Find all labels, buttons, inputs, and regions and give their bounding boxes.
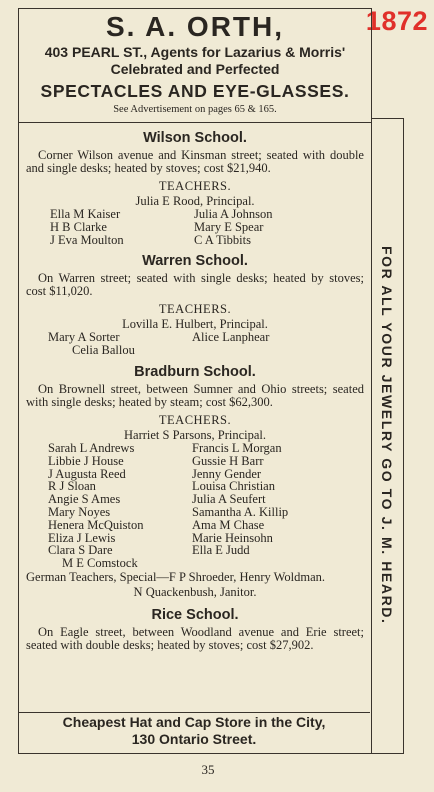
teacher-name: Ama M Chase (192, 517, 265, 532)
teachers-heading: TEACHERS. (158, 412, 232, 427)
teachers-heading: TEACHERS. (158, 179, 232, 193)
teacher-name: Ella E Judd (192, 543, 250, 558)
school-entry (26, 252, 364, 357)
teacher-name: Mary E Spear (194, 219, 264, 234)
teacher-name: Celia Ballou (72, 343, 135, 358)
school-description: On Eagle street, between Woodland avenue and Erie street; seated with double desks; heated by stoves; cost $27,902. (26, 624, 364, 652)
ad-tagline: Celebrated and Perfected (110, 61, 280, 77)
footer-ad (18, 714, 370, 748)
teacher-name: Julia A Johnson (194, 207, 273, 221)
school-title: Warren School. (142, 253, 248, 270)
main-column (26, 10, 364, 652)
teacher-name: Marie Heinsohn (192, 530, 273, 545)
school-description: On Warren street; seated with single desks; heated by stoves; cost $11,020. (26, 271, 364, 299)
year-badge: 1872 (365, 6, 428, 36)
divider (18, 122, 372, 123)
school-entry (26, 606, 364, 652)
teacher-name (192, 344, 362, 357)
teacher-name: Mary A Sorter (48, 330, 120, 345)
teacher-list (50, 208, 364, 246)
school-title: Rice School. (151, 606, 239, 623)
footer-ad-address: 130 Ontario Street. (131, 731, 257, 747)
teacher-name: J Augusta Reed (48, 466, 126, 481)
teachers-heading: TEACHERS. (158, 302, 232, 317)
side-ad (371, 118, 403, 752)
ad-address-line: 403 PEARL ST., Agents for Lazarius & Morris' (44, 44, 346, 60)
teacher-name: H B Clarke (50, 219, 107, 234)
teacher-name: Jenny Gender (192, 466, 262, 481)
teacher-name: Samantha A. Killip (192, 504, 289, 519)
school-description: On Brownell street, between Sumner and Ohio streets; seated with single desks; heated by steam; cost $62,300. (26, 381, 364, 409)
teacher-name: J Eva Moulton (50, 232, 124, 247)
teacher-name: C A Tibbits (194, 232, 251, 247)
teacher-name: Francis L Morgan (192, 440, 282, 455)
school-entry (26, 363, 364, 600)
header-ad (26, 10, 364, 117)
ad-merchant-name: S. A. ORTH, (105, 11, 285, 42)
school-title: Wilson School. (143, 130, 247, 146)
teacher-name: Julia A Seufert (192, 492, 266, 507)
teacher-name: Ella M Kaiser (50, 207, 121, 221)
side-ad-text: FOR ALL YOUR JEWELRY GO TO J. M. HEARD. (379, 245, 395, 625)
teacher-name: Louisa Christian (192, 479, 275, 494)
teacher-name: Angie S Ames (48, 492, 121, 507)
school-description: Corner Wilson avenue and Kinsman street; seated with double and single desks; heated by stoves; cost $21,940. (26, 148, 364, 175)
teacher-name: Eliza J Lewis (48, 530, 116, 545)
ad-product-line: SPECTACLES AND EYE-GLASSES. (40, 81, 350, 101)
principal: Harriet S Parsons, Principal. (124, 427, 266, 442)
teacher-name: Libbie J House (48, 453, 124, 468)
teacher-name: Sarah L Andrews (48, 440, 135, 455)
teacher-name (192, 557, 362, 570)
principal: Julia E Rood, Principal. (135, 194, 255, 208)
school-title: Bradburn School. (134, 363, 256, 380)
school-entry (26, 129, 364, 246)
teacher-name: Mary Noyes (48, 504, 111, 519)
divider (18, 712, 370, 713)
ad-note: See Advertisement on pages 65 & 165. (113, 104, 277, 115)
teacher-name: Alice Lanphear (192, 330, 270, 345)
special-teachers: German Teachers, Special—F P Shroeder, Henry Woldman. (26, 569, 326, 584)
teacher-name: R J Sloan (48, 479, 96, 494)
teacher-name: Gussie H Barr (192, 453, 264, 468)
page-number: 35 (201, 762, 215, 777)
janitor: N Quackenbush, Janitor. (133, 584, 257, 599)
teacher-name: M E Comstock (62, 556, 138, 571)
teacher-list (48, 331, 364, 357)
footer-ad-line: Cheapest Hat and Cap Store in the City, (62, 714, 326, 730)
teacher-list (48, 442, 364, 570)
teacher-name: Henera McQuiston (48, 517, 144, 532)
principal: Lovilla E. Hulbert, Principal. (122, 317, 268, 332)
teacher-name: Clara S Dare (48, 543, 113, 558)
